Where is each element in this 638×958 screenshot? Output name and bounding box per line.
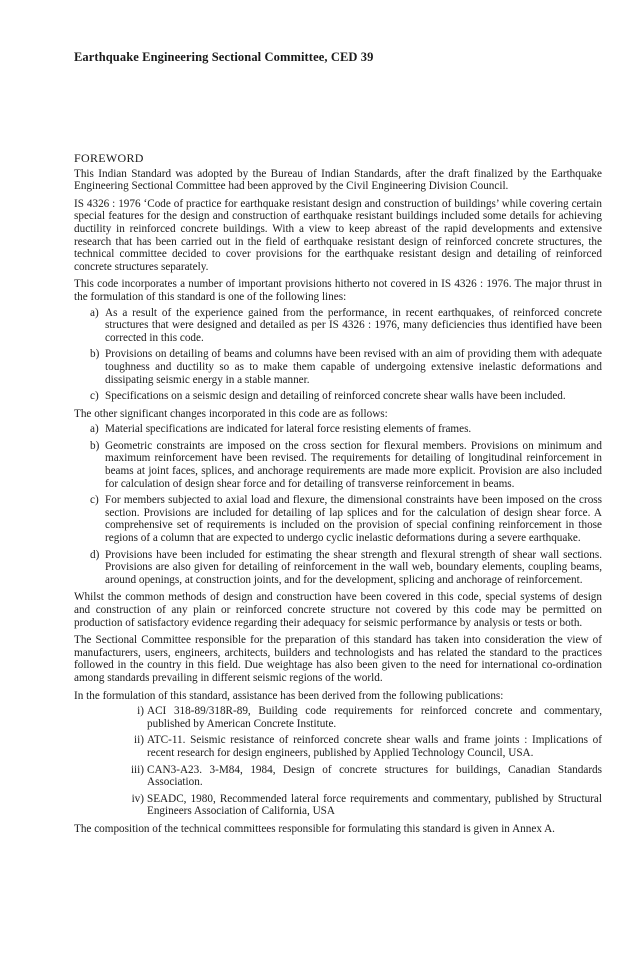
list-item — [74, 423, 602, 436]
list-marker: a) — [90, 423, 99, 436]
foreword-section — [74, 152, 602, 841]
list-item — [74, 494, 602, 544]
publication-item — [74, 793, 602, 818]
list-item — [74, 440, 602, 490]
publication-item — [74, 705, 602, 730]
changes-list — [74, 423, 602, 586]
list-marker: b) — [90, 348, 100, 361]
publication-item — [74, 764, 602, 789]
list-item — [74, 307, 602, 345]
list-marker: iii) — [130, 763, 144, 776]
list-item-text: Provisions on detailing of beams and columns have been revised with an aim of providing them with adequate toughness and ductility so as to make them capable of undergoing extensive inelastic deformations and dissipating seismic energy in a stable manner. — [105, 348, 602, 386]
list-item-text: Specifications on a seismic design and detailing of reinforced concrete shear walls have been included. — [105, 390, 566, 403]
list-marker: i) — [137, 705, 144, 718]
list-item — [74, 348, 602, 386]
paragraph-publications-intro: In the formulation of this standard, assistance has been derived from the following publications: — [74, 689, 504, 702]
publication-text: ACI 318-89/318R-89, Building code requirements for reinforced concrete and commentary, published by American Concrete Institute. — [147, 705, 602, 730]
publication-text: CAN3-A23. 3-M84, 1984, Design of concrete structures for buildings, Canadian Standards Association. — [147, 763, 602, 789]
list-marker: iv) — [131, 792, 144, 805]
paragraph-special-systems: Whilst the common methods of design and construction have been covered in this code, special systems of design and construction of any plain or reinforced concrete structure not covered by this code may be permitted on production of satisfactory evidence regarding their adequacy for seismic performance by analysis or tests or both. — [74, 591, 602, 629]
paragraph-annex-reference: The composition of the technical committees responsible for formulating this standard is given in Annex A. — [74, 822, 555, 835]
thrust-list — [74, 307, 602, 403]
list-marker: d) — [90, 548, 100, 561]
list-item — [74, 390, 602, 403]
list-item-text: Provisions have been included for estimating the shear strength and flexural strength of shear wall sections. Provisions are also given for detailing of reinforcement in the wall web, boundary elements, coupling beams, around openings, at construction joints, and for the development, splicing and anchorage of reinforcement. — [105, 548, 602, 586]
list-item-text: For members subjected to axial load and flexure, the dimensional constraints have been imposed on the cross section. Provisions are included for detailing of lap splices and for the calculation of design shear force. A comprehensive set of requirements is included on the provision of special confining reinforcement in those regions of a column that are expected to undergo cyclic inelastic deformations during a severe earthquake. — [105, 494, 602, 545]
list-item-text: As a result of the experience gained from the performance, in recent earthquakes, of reinforced concrete structures that were designed and detailed as per IS 4326 : 1976, many deficiencies thus identified have been corrected in this code. — [105, 306, 602, 344]
publications-list — [74, 705, 602, 818]
foreword-heading: FOREWORD — [74, 151, 144, 165]
paragraph-major-thrust: This code incorporates a number of important provisions hitherto not covered in IS 4326 : 1976. The major thrust in the formulation of this standard is one of the following lines: — [74, 278, 602, 303]
paragraph-committee-consideration: The Sectional Committee responsible for the preparation of this standard has taken into consideration the view of manufacturers, users, engineers, architects, builders and technologists and has related the standard to the practices followed in the country in this field. Due weightage has also been given to the need for international co-ordination among standards prevailing in different seismic regions of the world. — [74, 634, 602, 684]
list-item-text: Material specifications are indicated for lateral force resisting elements of frames. — [105, 423, 472, 436]
list-marker: b) — [90, 439, 100, 452]
paragraph-is4326: IS 4326 : 1976 ‘Code of practice for earthquake resistant design and construction of buildings’ while covering certain special features for the design and construction of earthquake resistant buildings included some details for achieving ductility in reinforced concrete buildings. With a view to keep abreast of the rapid developments and extensive research that has been carried out in the field of earthquake resistant design of reinforced concrete structures, the technical committee decided to cover provisions for the earthquake resistant design and detailing of reinforced concrete structures separately. — [74, 197, 602, 273]
paragraph-adoption: This Indian Standard was adopted by the Bureau of Indian Standards, after the draft finalized by the Earthquake Engineering Sectional Committee had been approved by the Civil Engineering Division Council. — [74, 167, 602, 193]
list-marker: c) — [90, 494, 99, 507]
paragraph-other-changes: The other significant changes incorporated in this code are as follows: — [74, 407, 388, 420]
list-marker: c) — [90, 390, 99, 403]
publication-item — [74, 734, 602, 759]
committee-title: Earthquake Engineering Sectional Committee, CED 39 — [74, 50, 374, 64]
list-marker: a) — [90, 306, 99, 319]
publication-text: SEADC, 1980, Recommended lateral force requirements and commentary, published by Structural Engineers Association of California, USA — [147, 792, 602, 818]
list-marker: ii) — [134, 734, 144, 747]
list-item-text: Geometric constraints are imposed on the cross section for flexural members. Provisions on minimum and maximum reinforcement have been revised. The requirements for detailing of longitudinal reinforcement in beams at joint faces, splices, and anchorage requirements are made more explicit. Provision are also included for calculation of design shear force and for detailing of transverse reinforcement in beams. — [105, 439, 602, 490]
list-item — [74, 549, 602, 587]
publication-text: ATC-11. Seismic resistance of reinforced concrete shear walls and frame joints : Implications of recent research for design engineers, published by Applied Technology Council, USA. — [147, 734, 602, 759]
